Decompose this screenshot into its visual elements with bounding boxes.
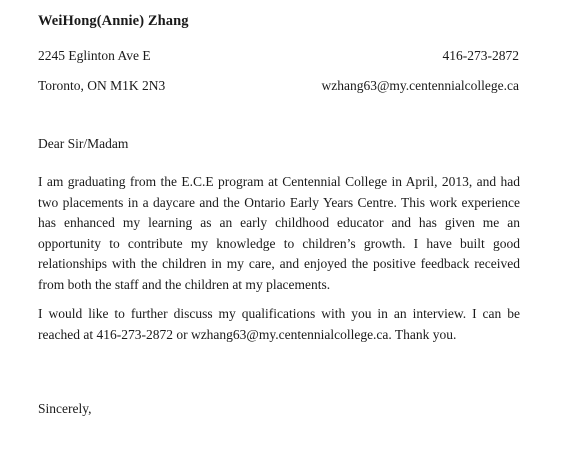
street-address: 2245 Eglinton Ave E — [38, 48, 151, 63]
body-paragraph-1: I am graduating from the E.C.E program at Centennial College in April, 2013, and had two placements in a daycare and the Ontario Early Years Centre. This work experience has enhanced my learning as an early childhood educator and has given me an opportunity to contribute my knowledge to children’s growth. I have built good relationships with the children in my care, and enjoyed the positive feedback received from both the staff and the children at my placements. — [38, 174, 520, 292]
phone-number: 416-273-2872 — [442, 48, 519, 63]
body-paragraph-2: I would like to further discuss my qualifications with you in an interview. I can be reached at 416-273-2872 or wzhang63@my.centennialcollege.ca. Thank you. — [38, 306, 520, 342]
address-row-2 — [38, 78, 519, 94]
address-row-1 — [38, 48, 519, 64]
closing: Sincerely, — [38, 401, 92, 416]
email-address: wzhang63@my.centennialcollege.ca — [321, 78, 519, 93]
salutation: Dear Sir/Madam — [38, 136, 129, 151]
city-postal: Toronto, ON M1K 2N3 — [38, 78, 166, 93]
sender-name: WeiHong(Annie) Zhang — [38, 13, 189, 29]
